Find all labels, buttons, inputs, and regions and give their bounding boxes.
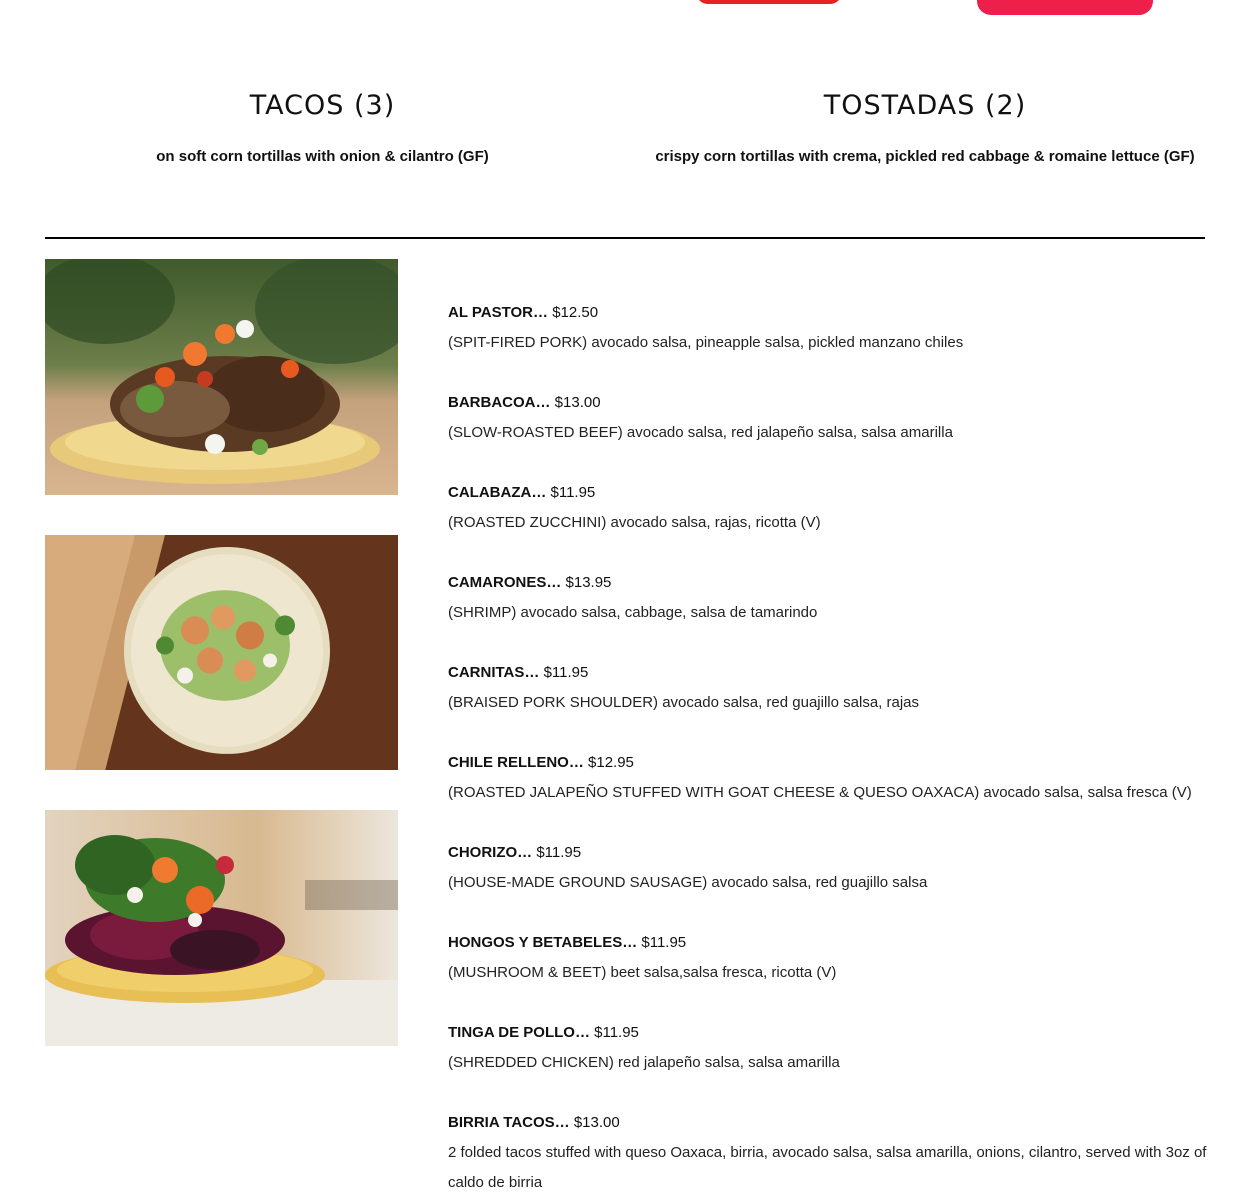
menu-item-price: $13.00	[554, 394, 601, 411]
menu-item-name: TINGA DE POLLO…	[448, 1024, 590, 1041]
menu-item-price: $11.95	[550, 484, 596, 501]
menu-item-description: (ROASTED ZUCCHINI) avocado salsa, rajas, ricotta (V)	[448, 514, 821, 531]
menu-item	[448, 933, 1208, 1023]
menu-item	[448, 1023, 1208, 1113]
section-divider	[45, 237, 1205, 239]
menu-item	[448, 393, 1208, 483]
menu-item	[448, 483, 1208, 573]
menu-item-description: (ROASTED JALAPEÑO STUFFED WITH GOAT CHEESE & QUESO OAXACA) avocado salsa, salsa fresca (V)	[448, 784, 1192, 801]
menu-item	[448, 573, 1208, 663]
menu-item	[448, 303, 1208, 393]
tostadas-header	[600, 90, 1250, 165]
menu-item	[448, 843, 1208, 933]
menu-item-title	[448, 393, 1208, 413]
menu-item-title	[448, 933, 1208, 953]
menu-item-description: (SLOW-ROASTED BEEF) avocado salsa, red jalapeño salsa, salsa amarilla	[448, 424, 953, 441]
menu-item-description: (SPIT-FIRED PORK) avocado salsa, pineapple salsa, pickled manzano chiles	[448, 334, 964, 351]
tostadas-subtitle: crispy corn tortillas with crema, pickled red cabbage & romaine lettuce (GF)	[655, 148, 1195, 165]
tacos-header	[0, 90, 645, 165]
tacos-title: TACOS (3)	[249, 90, 396, 121]
tostadas-title: TOSTADAS (2)	[823, 90, 1027, 121]
menu-item-name: BARBACOA…	[448, 394, 551, 411]
tacos-subtitle: on soft corn tortillas with onion & cilantro (GF)	[156, 148, 489, 165]
menu-item-name: CHILE RELLENO…	[448, 754, 584, 771]
menu-item-title	[448, 483, 1208, 503]
menu-item-price: $11.95	[536, 844, 582, 861]
menu-item-title	[448, 1023, 1208, 1043]
menu-item-description: (SHRIMP) avocado salsa, cabbage, salsa de tamarindo	[448, 604, 818, 621]
menu-item-description: (MUSHROOM & BEET) beet salsa,salsa fresca, ricotta (V)	[448, 964, 837, 981]
menu-item-name: CALABAZA…	[448, 484, 547, 501]
menu-item-description: (SHREDDED CHICKEN) red jalapeño salsa, salsa amarilla	[448, 1054, 840, 1071]
menu-item-price: $12.50	[552, 304, 599, 321]
menu-item-description: 2 folded tacos stuffed with queso Oaxaca, birria, avocado salsa, salsa amarilla, onions, cilantro, served with 3oz of caldo de birria	[448, 1144, 1207, 1191]
menu-item-title	[448, 663, 1208, 683]
taco-photo-beet	[45, 810, 398, 1046]
menu-item-title	[448, 573, 1208, 593]
menu-item-name: CARNITAS…	[448, 664, 540, 681]
menu-item-price: $13.00	[573, 1114, 620, 1131]
menu-item-description: (HOUSE-MADE GROUND SAUSAGE) avocado salsa, red guajillo salsa	[448, 874, 928, 891]
taco-photo-pork	[45, 259, 398, 495]
menu-item-title	[448, 1113, 1208, 1133]
menu-item	[448, 753, 1208, 843]
menu-item	[448, 663, 1208, 753]
menu-list	[448, 303, 1208, 1197]
menu-item-name: AL PASTOR…	[448, 304, 549, 321]
order-button[interactable]	[696, 0, 842, 4]
menu-item-name: CAMARONES…	[448, 574, 562, 591]
menu-item-price: $13.95	[565, 574, 612, 591]
menu-item-title	[448, 303, 1208, 323]
menu-item-title	[448, 753, 1208, 773]
menu-item-price: $11.95	[594, 1024, 639, 1041]
taco-photo-shrimp	[45, 535, 398, 770]
menu-item-price: $11.95	[543, 664, 589, 681]
menu-item-name: HONGOS Y BETABELES…	[448, 934, 638, 951]
reserve-button[interactable]	[977, 0, 1153, 15]
menu-item-name: BIRRIA TACOS…	[448, 1114, 570, 1131]
menu-item-title	[448, 843, 1208, 863]
menu-item-name: CHORIZO…	[448, 844, 533, 861]
menu-item-price: $12.95	[588, 754, 634, 771]
menu-item-price: $11.95	[641, 934, 687, 951]
menu-item-description: (BRAISED PORK SHOULDER) avocado salsa, red guajillo salsa, rajas	[448, 694, 920, 711]
menu-item	[448, 1113, 1208, 1197]
